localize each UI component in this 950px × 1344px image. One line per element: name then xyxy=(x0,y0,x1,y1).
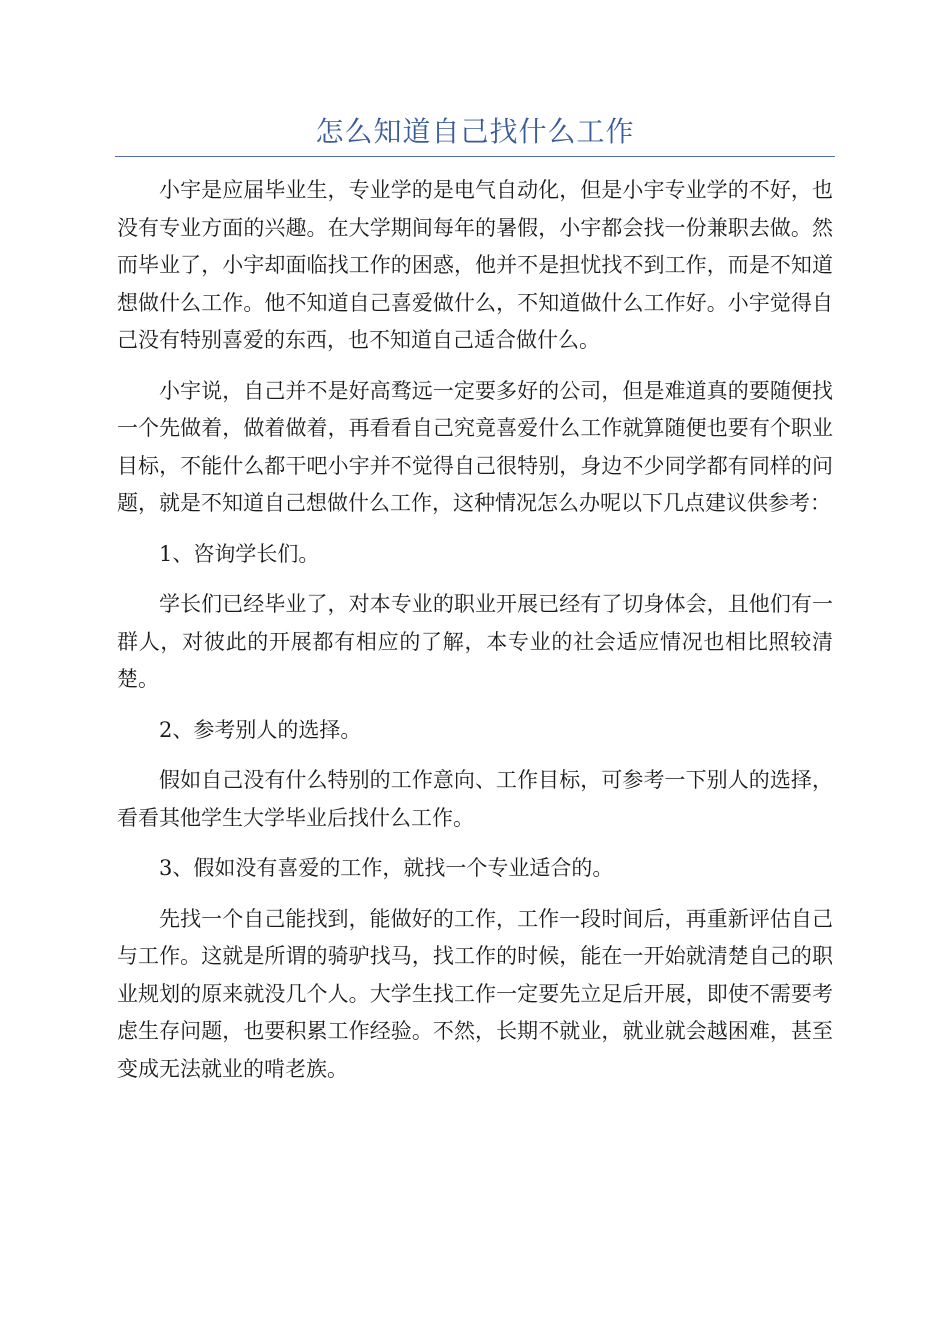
paragraph-intro: 小宇是应届毕业生，专业学的是电气自动化，但是小宇专业学的不好，也没有专业方面的兴趣。在大学期间每年的暑假，小宇都会找一份兼职去做。然而毕业了，小宇却面临找工作的困惑，他并不是担忧找不到工作，而是不知道想做什么工作。他不知道自己喜爱做什么，不知道做什么工作好。小宇觉得自己没有特别喜爱的东西，也不知道自己适合做什么。 xyxy=(117,178,833,352)
paragraph-question: 小宇说，自己并不是好高骛远一定要多好的公司，但是难道真的要随便找一个先做着，做着做着，再看看自己究竟喜爱什么工作就算随便也要有个职业目标，不能什么都干吧小宇并不觉得自己很特别，身边不少同学都有同样的问题，就是不知道自己想做什么工作，这种情况怎么办呢以下几点建议供参考： xyxy=(117,378,833,515)
suggestion-heading-2: 2、参考别人的选择。 xyxy=(159,717,362,742)
suggestion-text-3: 先找一个自己能找到，能做好的工作，工作一段时间后，再重新评估自己与工作。这就是所谓的骑驴找马，找工作的时候，能在一开始就清楚自己的职业规划的原来就没几个人。大学生找工作一定要先立足后开展，即使不需要考虑生存问题，也要积累工作经验。不然，长期不就业，就业就会越困难，甚至变成无法就业的啃老族。 xyxy=(117,906,833,1081)
suggestion-text-1: 学长们已经毕业了，对本专业的职业开展已经有了切身体会，且他们有一群人，对彼此的开展都有相应的了解，本专业的社会适应情况也相比照较清楚。 xyxy=(117,592,833,691)
page-title: 怎么知道自己找什么工作 xyxy=(315,115,635,148)
title-block xyxy=(115,112,835,157)
document-body xyxy=(117,172,833,1101)
suggestion-heading-1: 1、咨询学长们。 xyxy=(159,541,320,566)
suggestion-text-2: 假如自己没有什么特别的工作意向、工作目标，可参考一下别人的选择，看看其他学生大学毕业后找什么工作。 xyxy=(117,768,833,830)
suggestion-heading-3: 3、假如没有喜爱的工作，就找一个专业适合的。 xyxy=(159,856,614,880)
